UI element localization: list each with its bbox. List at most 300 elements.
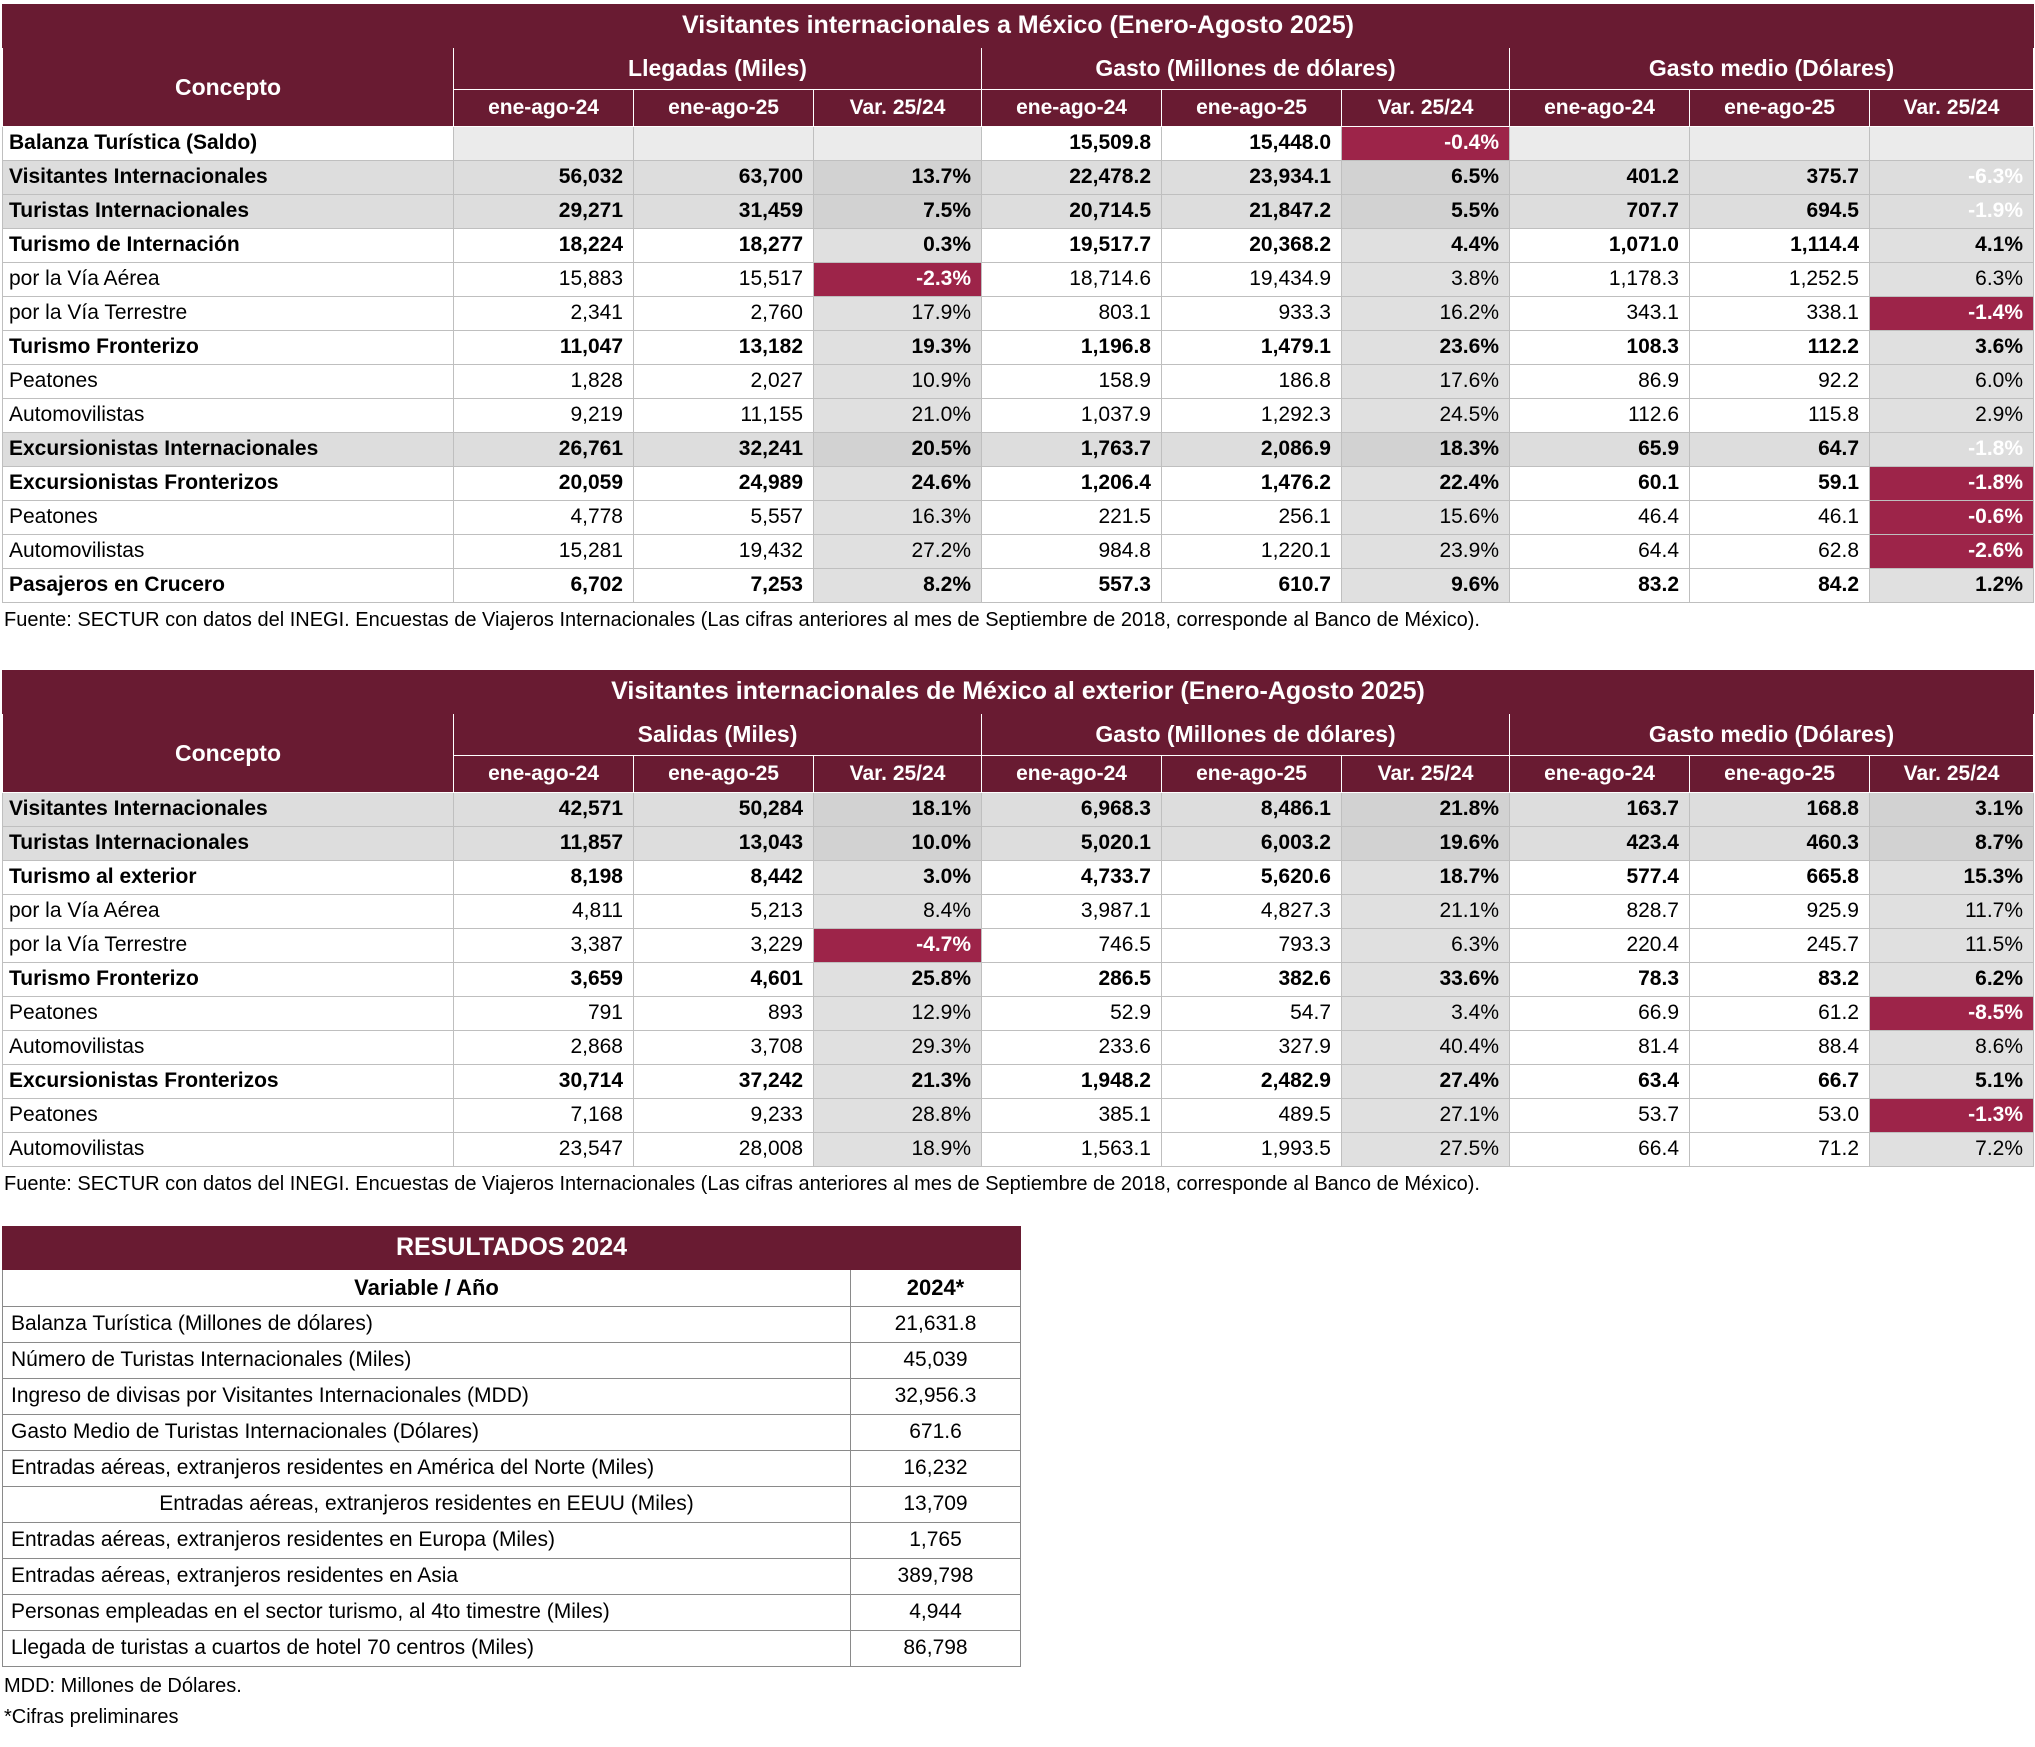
table2-sub-6: ene-ago-24 [1510,756,1690,793]
row-value: 83.2 [1510,569,1690,603]
result-value: 21,631.8 [851,1307,1021,1343]
row-value: 63,700 [634,161,814,195]
row-value: 233.6 [982,1031,1162,1065]
row-value: 382.6 [1162,963,1342,997]
row-value: 18.7% [1342,861,1510,895]
row-value: 27.4% [1342,1065,1510,1099]
table-row [3,1031,2034,1065]
row-value: 46.1 [1690,501,1870,535]
row-value: 20,368.2 [1162,229,1342,263]
row-value: 1,178.3 [1510,263,1690,297]
row-value: 1,828 [454,365,634,399]
table-row [3,929,2034,963]
table2-group-1: Gasto (Millones de dólares) [982,714,1510,756]
row-value: 4.1% [1870,229,2034,263]
table-row [3,433,2034,467]
row-value: 256.1 [1162,501,1342,535]
row-value: -6.3% [1870,161,2034,195]
row-value: 286.5 [982,963,1162,997]
row-value: 11.5% [1870,929,2034,963]
row-value: 19.3% [814,331,982,365]
table2-title-row [3,671,2034,714]
row-value: 11,047 [454,331,634,365]
row-value: -1.8% [1870,433,2034,467]
row-value: 1,479.1 [1162,331,1342,365]
row-value: 18.1% [814,793,982,827]
row-label: Automovilistas [3,399,454,433]
row-value: -2.3% [814,263,982,297]
row-value: 8.4% [814,895,982,929]
row-value: 52.9 [982,997,1162,1031]
row-value: 984.8 [982,535,1162,569]
row-value: 8,486.1 [1162,793,1342,827]
row-value: -1.8% [1870,467,2034,501]
result-label: Número de Turistas Internacionales (Miles) [3,1343,851,1379]
row-value: 26,761 [454,433,634,467]
result-label: Gasto Medio de Turistas Internacionales (Dólares) [3,1415,851,1451]
row-label: Automovilistas [3,1133,454,1167]
row-value: 9,219 [454,399,634,433]
table1-concept-header: Concepto [3,48,454,127]
row-value: 925.9 [1690,895,1870,929]
table2-sub-3: ene-ago-24 [982,756,1162,793]
row-value: 2,341 [454,297,634,331]
row-value: 6,968.3 [982,793,1162,827]
row-value: 50,284 [634,793,814,827]
row-value: 4.4% [1342,229,1510,263]
row-value: 17.6% [1342,365,1510,399]
row-value [1870,127,2034,161]
row-value: 11,155 [634,399,814,433]
row-value: 40.4% [1342,1031,1510,1065]
row-label: por la Vía Terrestre [3,929,454,963]
row-value: 62.8 [1690,535,1870,569]
row-value: 460.3 [1690,827,1870,861]
table1-sub-0: ene-ago-24 [454,90,634,127]
table1-sub-5: Var. 25/24 [1342,90,1510,127]
result-value: 13,709 [851,1487,1021,1523]
table-row [3,895,2034,929]
row-value: 3,387 [454,929,634,963]
result-value: 86,798 [851,1631,1021,1667]
row-value: 15.6% [1342,501,1510,535]
row-value: 694.5 [1690,195,1870,229]
result-label: Balanza Turística (Millones de dólares) [3,1307,851,1343]
row-value: 401.2 [1510,161,1690,195]
table2-sub-4: ene-ago-25 [1162,756,1342,793]
row-value: 65.9 [1510,433,1690,467]
row-value: 15,281 [454,535,634,569]
row-value: 220.4 [1510,929,1690,963]
row-value: 7.2% [1870,1133,2034,1167]
row-value: 15,509.8 [982,127,1162,161]
table2-sub-8: Var. 25/24 [1870,756,2034,793]
row-label: Turismo Fronterizo [3,331,454,365]
row-value: 4,733.7 [982,861,1162,895]
row-value: -1.9% [1870,195,2034,229]
table-row [3,1631,1021,1667]
row-value: 18,224 [454,229,634,263]
row-value [454,127,634,161]
outbound-visitors-table [2,670,2034,1167]
row-label: por la Vía Terrestre [3,297,454,331]
row-value: 20.5% [814,433,982,467]
row-value: 56,032 [454,161,634,195]
table3-header-row [3,1270,1021,1307]
row-value: 23.6% [1342,331,1510,365]
row-value: 21.0% [814,399,982,433]
row-value: 15,517 [634,263,814,297]
row-value: 3,229 [634,929,814,963]
row-value: 66.9 [1510,997,1690,1031]
row-value: 24,989 [634,467,814,501]
row-value: 12.9% [814,997,982,1031]
row-value: 20,714.5 [982,195,1162,229]
row-value: 1,037.9 [982,399,1162,433]
row-value: 6.3% [1342,929,1510,963]
table-row [3,1595,1021,1631]
row-value: 9,233 [634,1099,814,1133]
row-value: 108.3 [1510,331,1690,365]
row-value: 15,883 [454,263,634,297]
row-value: 19,517.7 [982,229,1162,263]
table2-sub-7: ene-ago-25 [1690,756,1870,793]
row-value: 27.5% [1342,1133,1510,1167]
table1-sub-6: ene-ago-24 [1510,90,1690,127]
row-value: 163.7 [1510,793,1690,827]
table1-source: Fuente: SECTUR con datos del INEGI. Encuestas de Viajeros Internacionales (Las cifras anteriores al mes de Septiembre de 2018, corresponde al Banco de México). [4,609,1480,631]
row-value: 19,432 [634,535,814,569]
row-value: 791 [454,997,634,1031]
row-value: 245.7 [1690,929,1870,963]
row-value: 84.2 [1690,569,1870,603]
row-value: 2.9% [1870,399,2034,433]
table1-sub-1: ene-ago-25 [634,90,814,127]
row-value: 112.6 [1510,399,1690,433]
row-value: 24.6% [814,467,982,501]
row-value: 343.1 [1510,297,1690,331]
row-label: Automovilistas [3,535,454,569]
table1-sub-7: ene-ago-25 [1690,90,1870,127]
result-value: 4,944 [851,1595,1021,1631]
row-value: 21.3% [814,1065,982,1099]
row-value [634,127,814,161]
table-row [3,963,2034,997]
row-value: 4,811 [454,895,634,929]
row-value: 2,482.9 [1162,1065,1342,1099]
table2-group-2: Gasto medio (Dólares) [1510,714,2034,756]
row-label: Excursionistas Fronterizos [3,467,454,501]
row-value: 3.0% [814,861,982,895]
row-value: 1,948.2 [982,1065,1162,1099]
table3-title: RESULTADOS 2024 [3,1227,1021,1270]
row-value: 8,442 [634,861,814,895]
row-value: 610.7 [1162,569,1342,603]
row-value: 489.5 [1162,1099,1342,1133]
row-label: Visitantes Internacionales [3,793,454,827]
row-value: 338.1 [1690,297,1870,331]
row-label: por la Vía Aérea [3,895,454,929]
row-value: -2.6% [1870,535,2034,569]
row-value: 92.2 [1690,365,1870,399]
row-label: Excursionistas Internacionales [3,433,454,467]
table-row [3,1559,1021,1595]
row-value: 5,213 [634,895,814,929]
row-value: 6.5% [1342,161,1510,195]
row-label: Visitantes Internacionales [3,161,454,195]
table2-concept-header: Concepto [3,714,454,793]
row-value: 375.7 [1690,161,1870,195]
row-value: 1.2% [1870,569,2034,603]
row-label: Peatones [3,1099,454,1133]
table2-source: Fuente: SECTUR con datos del INEGI. Encuestas de Viajeros Internacionales (Las cifras anteriores al mes de Septiembre de 2018, corresponde al Banco de México). [4,1173,1480,1195]
row-value: 8.7% [1870,827,2034,861]
row-value: 61.2 [1690,997,1870,1031]
row-value: 78.3 [1510,963,1690,997]
table1-sub-3: ene-ago-24 [982,90,1162,127]
row-value: 22,478.2 [982,161,1162,195]
row-value: 42,571 [454,793,634,827]
row-value [1690,127,1870,161]
row-value: 4,778 [454,501,634,535]
table2-title: Visitantes internacionales de México al exterior (Enero-Agosto 2025) [3,671,2034,714]
row-value: 423.4 [1510,827,1690,861]
result-value: 389,798 [851,1559,1021,1595]
table-row [3,1523,1021,1559]
row-value: 6.2% [1870,963,2034,997]
table-row [3,263,2034,297]
table-row [3,127,2034,161]
row-value [1510,127,1690,161]
table1-title: Visitantes internacionales a México (Enero-Agosto 2025) [3,5,2034,48]
result-value: 32,956.3 [851,1379,1021,1415]
row-value: 63.4 [1510,1065,1690,1099]
table2-body [3,793,2034,1167]
row-value: 64.4 [1510,535,1690,569]
result-label: Entradas aéreas, extranjeros residentes en EEUU (Miles) [3,1487,851,1523]
row-value: 112.2 [1690,331,1870,365]
row-value: 59.1 [1690,467,1870,501]
row-label: Turistas Internacionales [3,195,454,229]
table-row [3,569,2034,603]
row-label: Excursionistas Fronterizos [3,1065,454,1099]
row-value: 53.7 [1510,1099,1690,1133]
row-value: 18,714.6 [982,263,1162,297]
result-value: 1,765 [851,1523,1021,1559]
row-value: 4,827.3 [1162,895,1342,929]
row-value: 13.7% [814,161,982,195]
row-label: Balanza Turística (Saldo) [3,127,454,161]
row-value: 385.1 [982,1099,1162,1133]
table3-header-variable: Variable / Año [3,1270,851,1307]
row-value: 3,708 [634,1031,814,1065]
row-value: 37,242 [634,1065,814,1099]
row-value: 3.6% [1870,331,2034,365]
row-value: 30,714 [454,1065,634,1099]
row-value: 6,003.2 [1162,827,1342,861]
row-value: 3,987.1 [982,895,1162,929]
row-value: 15.3% [1870,861,2034,895]
row-value: 1,220.1 [1162,535,1342,569]
row-value: 66.4 [1510,1133,1690,1167]
row-value: 18.9% [814,1133,982,1167]
table-row [3,827,2034,861]
row-value: 1,292.3 [1162,399,1342,433]
row-value: 17.9% [814,297,982,331]
row-value: 4,601 [634,963,814,997]
table-row [3,861,2034,895]
row-value: 2,760 [634,297,814,331]
row-label: Peatones [3,997,454,1031]
row-value: 16.3% [814,501,982,535]
table2-sub-0: ene-ago-24 [454,756,634,793]
table2-sub-2: Var. 25/24 [814,756,982,793]
row-value: 10.0% [814,827,982,861]
row-value: 8.6% [1870,1031,2034,1065]
row-value: 6,702 [454,569,634,603]
table1-group-0: Llegadas (Miles) [454,48,982,90]
row-value: 168.8 [1690,793,1870,827]
row-value: 66.7 [1690,1065,1870,1099]
table-row [3,467,2034,501]
row-value: 0.3% [814,229,982,263]
row-value: 22.4% [1342,467,1510,501]
spacer-2 [0,1196,2035,1226]
row-value: 3.1% [1870,793,2034,827]
table1-group-2: Gasto medio (Dólares) [1510,48,2034,90]
result-value: 16,232 [851,1451,1021,1487]
row-value: 1,563.1 [982,1133,1162,1167]
row-value: 793.3 [1162,929,1342,963]
row-label: Automovilistas [3,1031,454,1065]
row-value: 20,059 [454,467,634,501]
table1-sub-4: ene-ago-25 [1162,90,1342,127]
row-value: 1,114.4 [1690,229,1870,263]
row-value: 3,659 [454,963,634,997]
row-label: Turistas Internacionales [3,827,454,861]
table1-group-1: Gasto (Millones de dólares) [982,48,1510,90]
row-value: 19.6% [1342,827,1510,861]
row-value: -1.4% [1870,297,2034,331]
row-value: 1,071.0 [1510,229,1690,263]
row-value: 54.7 [1162,997,1342,1031]
row-value: 9.6% [1342,569,1510,603]
row-value: 15,448.0 [1162,127,1342,161]
row-value: 32,241 [634,433,814,467]
row-value: 186.8 [1162,365,1342,399]
row-value: -0.4% [1342,127,1510,161]
row-value: 6.0% [1870,365,2034,399]
table-row [3,535,2034,569]
row-value: 665.8 [1690,861,1870,895]
row-value: 28.8% [814,1099,982,1133]
row-value: 46.4 [1510,501,1690,535]
table-row [3,1343,1021,1379]
table3-note-preliminary: *Cifras preliminares [4,1706,179,1728]
row-value: -0.6% [1870,501,2034,535]
table-row [3,161,2034,195]
row-value: 16.2% [1342,297,1510,331]
table1-body [3,127,2034,603]
row-value: 6.3% [1870,263,2034,297]
row-value: 1,763.7 [982,433,1162,467]
row-value: 893 [634,997,814,1031]
row-value: -8.5% [1870,997,2034,1031]
row-value: 21,847.2 [1162,195,1342,229]
row-value: 577.4 [1510,861,1690,895]
result-label: Llegada de turistas a cuartos de hotel 70 centros (Miles) [3,1631,851,1667]
result-label: Entradas aéreas, extranjeros residentes en Asia [3,1559,851,1595]
table3-note-mdd: MDD: Millones de Dólares. [4,1675,242,1697]
table2-group-header [3,714,2034,756]
row-value: 25.8% [814,963,982,997]
row-value: 19,434.9 [1162,263,1342,297]
row-value: 64.7 [1690,433,1870,467]
table3-header-year: 2024* [851,1270,1021,1307]
row-label: Turismo Fronterizo [3,963,454,997]
row-value: 158.9 [982,365,1162,399]
row-value: 29,271 [454,195,634,229]
row-value: 29.3% [814,1031,982,1065]
row-label: por la Vía Aérea [3,263,454,297]
table2-sub-1: ene-ago-25 [634,756,814,793]
table-row [3,1065,2034,1099]
row-value: 11.7% [1870,895,2034,929]
row-value: -1.3% [1870,1099,2034,1133]
table2-sub-5: Var. 25/24 [1342,756,1510,793]
table-row [3,229,2034,263]
row-value: 1,196.8 [982,331,1162,365]
table-row [3,1133,2034,1167]
row-label: Pasajeros en Crucero [3,569,454,603]
row-value: 8,198 [454,861,634,895]
row-label: Peatones [3,365,454,399]
table2-group-0: Salidas (Miles) [454,714,982,756]
row-value: 23,934.1 [1162,161,1342,195]
result-value: 671.6 [851,1415,1021,1451]
table-row [3,793,2034,827]
row-value: 27.1% [1342,1099,1510,1133]
table-row [3,1415,1021,1451]
result-label: Ingreso de divisas por Visitantes Internacionales (MDD) [3,1379,851,1415]
row-value: 81.4 [1510,1031,1690,1065]
table1-sub-2: Var. 25/24 [814,90,982,127]
row-value: 23,547 [454,1133,634,1167]
row-value: 2,086.9 [1162,433,1342,467]
row-value: 18.3% [1342,433,1510,467]
row-value: 10.9% [814,365,982,399]
result-label: Entradas aéreas, extranjeros residentes en América del Norte (Miles) [3,1451,851,1487]
row-value: 3.4% [1342,997,1510,1031]
row-value: 5.5% [1342,195,1510,229]
row-value: 24.5% [1342,399,1510,433]
row-value: 8.2% [814,569,982,603]
table-row [3,195,2034,229]
row-value: 5,620.6 [1162,861,1342,895]
row-value: 18,277 [634,229,814,263]
row-label: Peatones [3,501,454,535]
row-value: 557.3 [982,569,1162,603]
row-label: Turismo al exterior [3,861,454,895]
inbound-visitors-table [2,4,2034,603]
row-value [814,127,982,161]
table-row [3,997,2034,1031]
row-value: 933.3 [1162,297,1342,331]
table-row [3,365,2034,399]
row-value: 5.1% [1870,1065,2034,1099]
row-value: 5,020.1 [982,827,1162,861]
table-row [3,1307,1021,1343]
